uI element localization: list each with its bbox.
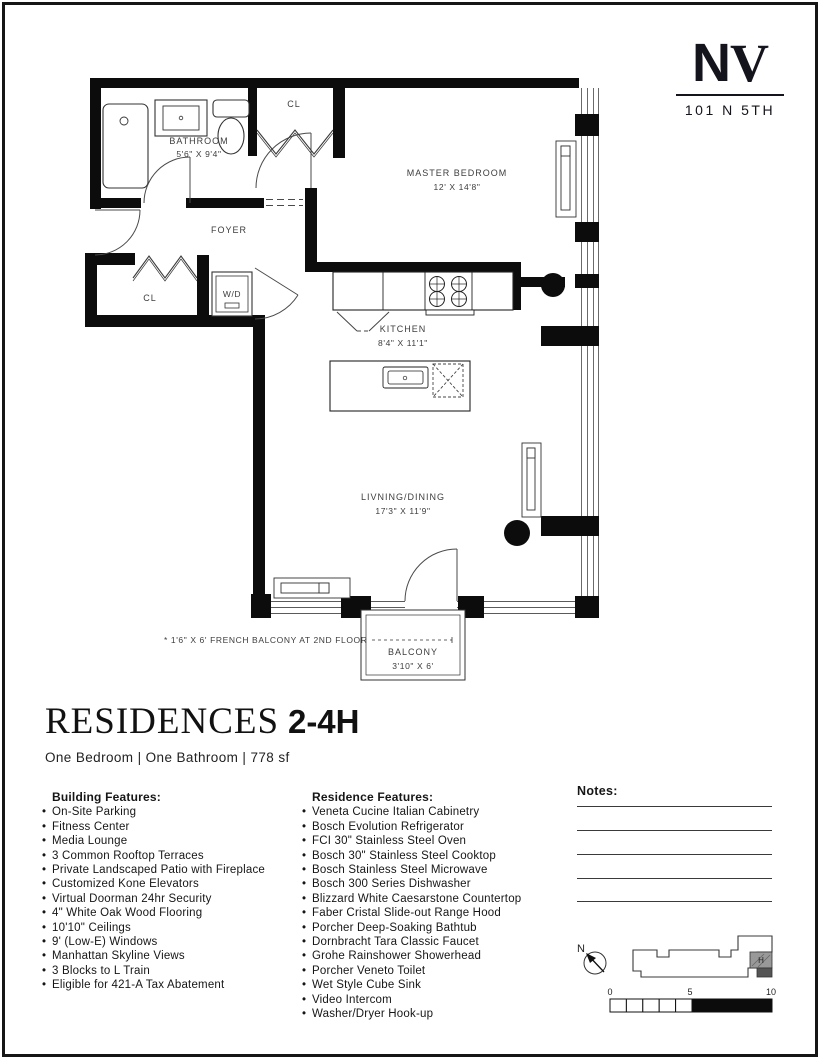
list-item: • Bosch Stainless Steel Microwave [302,863,574,877]
list-item: • Faber Cristal Slide-out Range Hood [302,906,574,920]
list-item: • FCI 30" Stainless Steel Oven [302,834,574,848]
residence-features [302,790,574,1022]
kitchen-dims: 8'4" X 11'1" [378,338,428,348]
list-item: • On-Site Parking [42,805,302,819]
list-item: • Customized Kone Elevators [42,877,302,891]
master-bedroom-label: MASTER BEDROOM [406,168,508,178]
closet-top-label: CL [287,99,301,109]
list-item: • Porcher Veneto Toilet [302,964,574,978]
balcony-dims: 3'10" X 6' [392,661,434,671]
list-item: • Blizzard White Caesarstone Countertop [302,892,574,906]
closet-lower-label: CL [143,293,157,303]
title-unit: 2-4H [287,703,360,740]
notes-line [577,806,772,807]
notes-line [577,854,772,855]
list-item: • Bosch 30" Stainless Steel Cooktop [302,849,574,863]
notes-section [577,784,773,798]
logo-letter-n: N [692,33,730,93]
north-label: N [577,943,585,955]
list-item: • Grohe Rainshower Showerhead [302,949,574,963]
scale-5: 5 [687,987,693,997]
logo-address: 101 N 5TH [684,102,776,118]
kitchen-counter [333,272,513,315]
north-arrow [577,943,606,974]
french-balcony-note: * 1'6" X 6' FRENCH BALCONY AT 2ND FLOOR [164,635,368,645]
scale-bar [607,987,776,1012]
list-item: • Veneta Cucine Italian Cabinetry [302,805,574,819]
list-item: • Media Lounge [42,834,302,848]
list-item: • Eligible for 421-A Tax Abatement [42,978,302,992]
building-footprint [633,936,772,977]
title-subtitle: One Bedroom | One Bathroom | 778 sf [45,750,290,765]
nv-logo [676,33,784,118]
scale-0: 0 [607,987,613,997]
notes-line [577,901,772,902]
bathtub [103,104,148,188]
logo-rule [676,94,784,96]
notes-label: Notes: [577,784,618,798]
bathroom-dims: 5'6" X 9'4" [176,149,222,159]
building-features-heading: Building Features: [52,790,161,804]
list-item: • 10'10" Ceilings [42,921,302,935]
living-dining-label: LIVNING/DINING [360,492,446,502]
page-title [45,700,360,743]
list-item: • Video Intercom [302,993,574,1007]
scale-10: 10 [765,987,777,997]
list-item: • Private Landscaped Patio with Fireplace [42,863,302,877]
residence-features-list [302,805,574,1021]
unit-highlight-lower [757,968,772,977]
list-item: • Wet Style Cube Sink [302,978,574,992]
residence-features-heading: Residence Features: [312,790,434,804]
list-item: • 9' (Low-E) Windows [42,935,302,949]
list-item: • 4" White Oak Wood Flooring [42,906,302,920]
notes-line [577,830,772,831]
logo-letter-v: V [730,33,768,93]
building-features-list [42,805,302,992]
list-item: • 3 Blocks to L Train [42,964,302,978]
list-item: • 3 Common Rooftop Terraces [42,849,302,863]
list-item: • Bosch 300 Series Dishwasher [302,877,574,891]
title-block [45,700,360,765]
list-item: • Virtual Doorman 24hr Security [42,892,302,906]
washer-dryer-label: W/D [222,289,242,299]
list-item: • Bosch Evolution Refrigerator [302,820,574,834]
building-features [42,790,302,993]
unit-label: H [758,956,764,965]
logo-letters [676,33,784,93]
floor-plan [80,55,620,705]
kitchen-label: KITCHEN [379,324,427,334]
list-item: • Fitness Center [42,820,302,834]
balcony-label: BALCONY [387,647,439,657]
living-dining-dims: 17'3" X 11'9" [375,506,431,516]
list-item: • Manhattan Skyline Views [42,949,302,963]
title-residences: RESIDENCES [45,701,280,742]
notes-line [577,878,772,879]
list-item: • Washer/Dryer Hook-up [302,1007,574,1021]
list-item: • Dornbracht Tara Classic Faucet [302,935,574,949]
site-key-plan [570,925,785,1023]
foyer-label: FOYER [210,225,248,235]
kitchen-island [330,361,470,411]
bathroom-label: BATHROOM [169,136,229,146]
list-item: • Porcher Deep-Soaking Bathtub [302,921,574,935]
master-bedroom-dims: 12' X 14'8" [433,182,481,192]
vanity-sink [155,100,207,136]
